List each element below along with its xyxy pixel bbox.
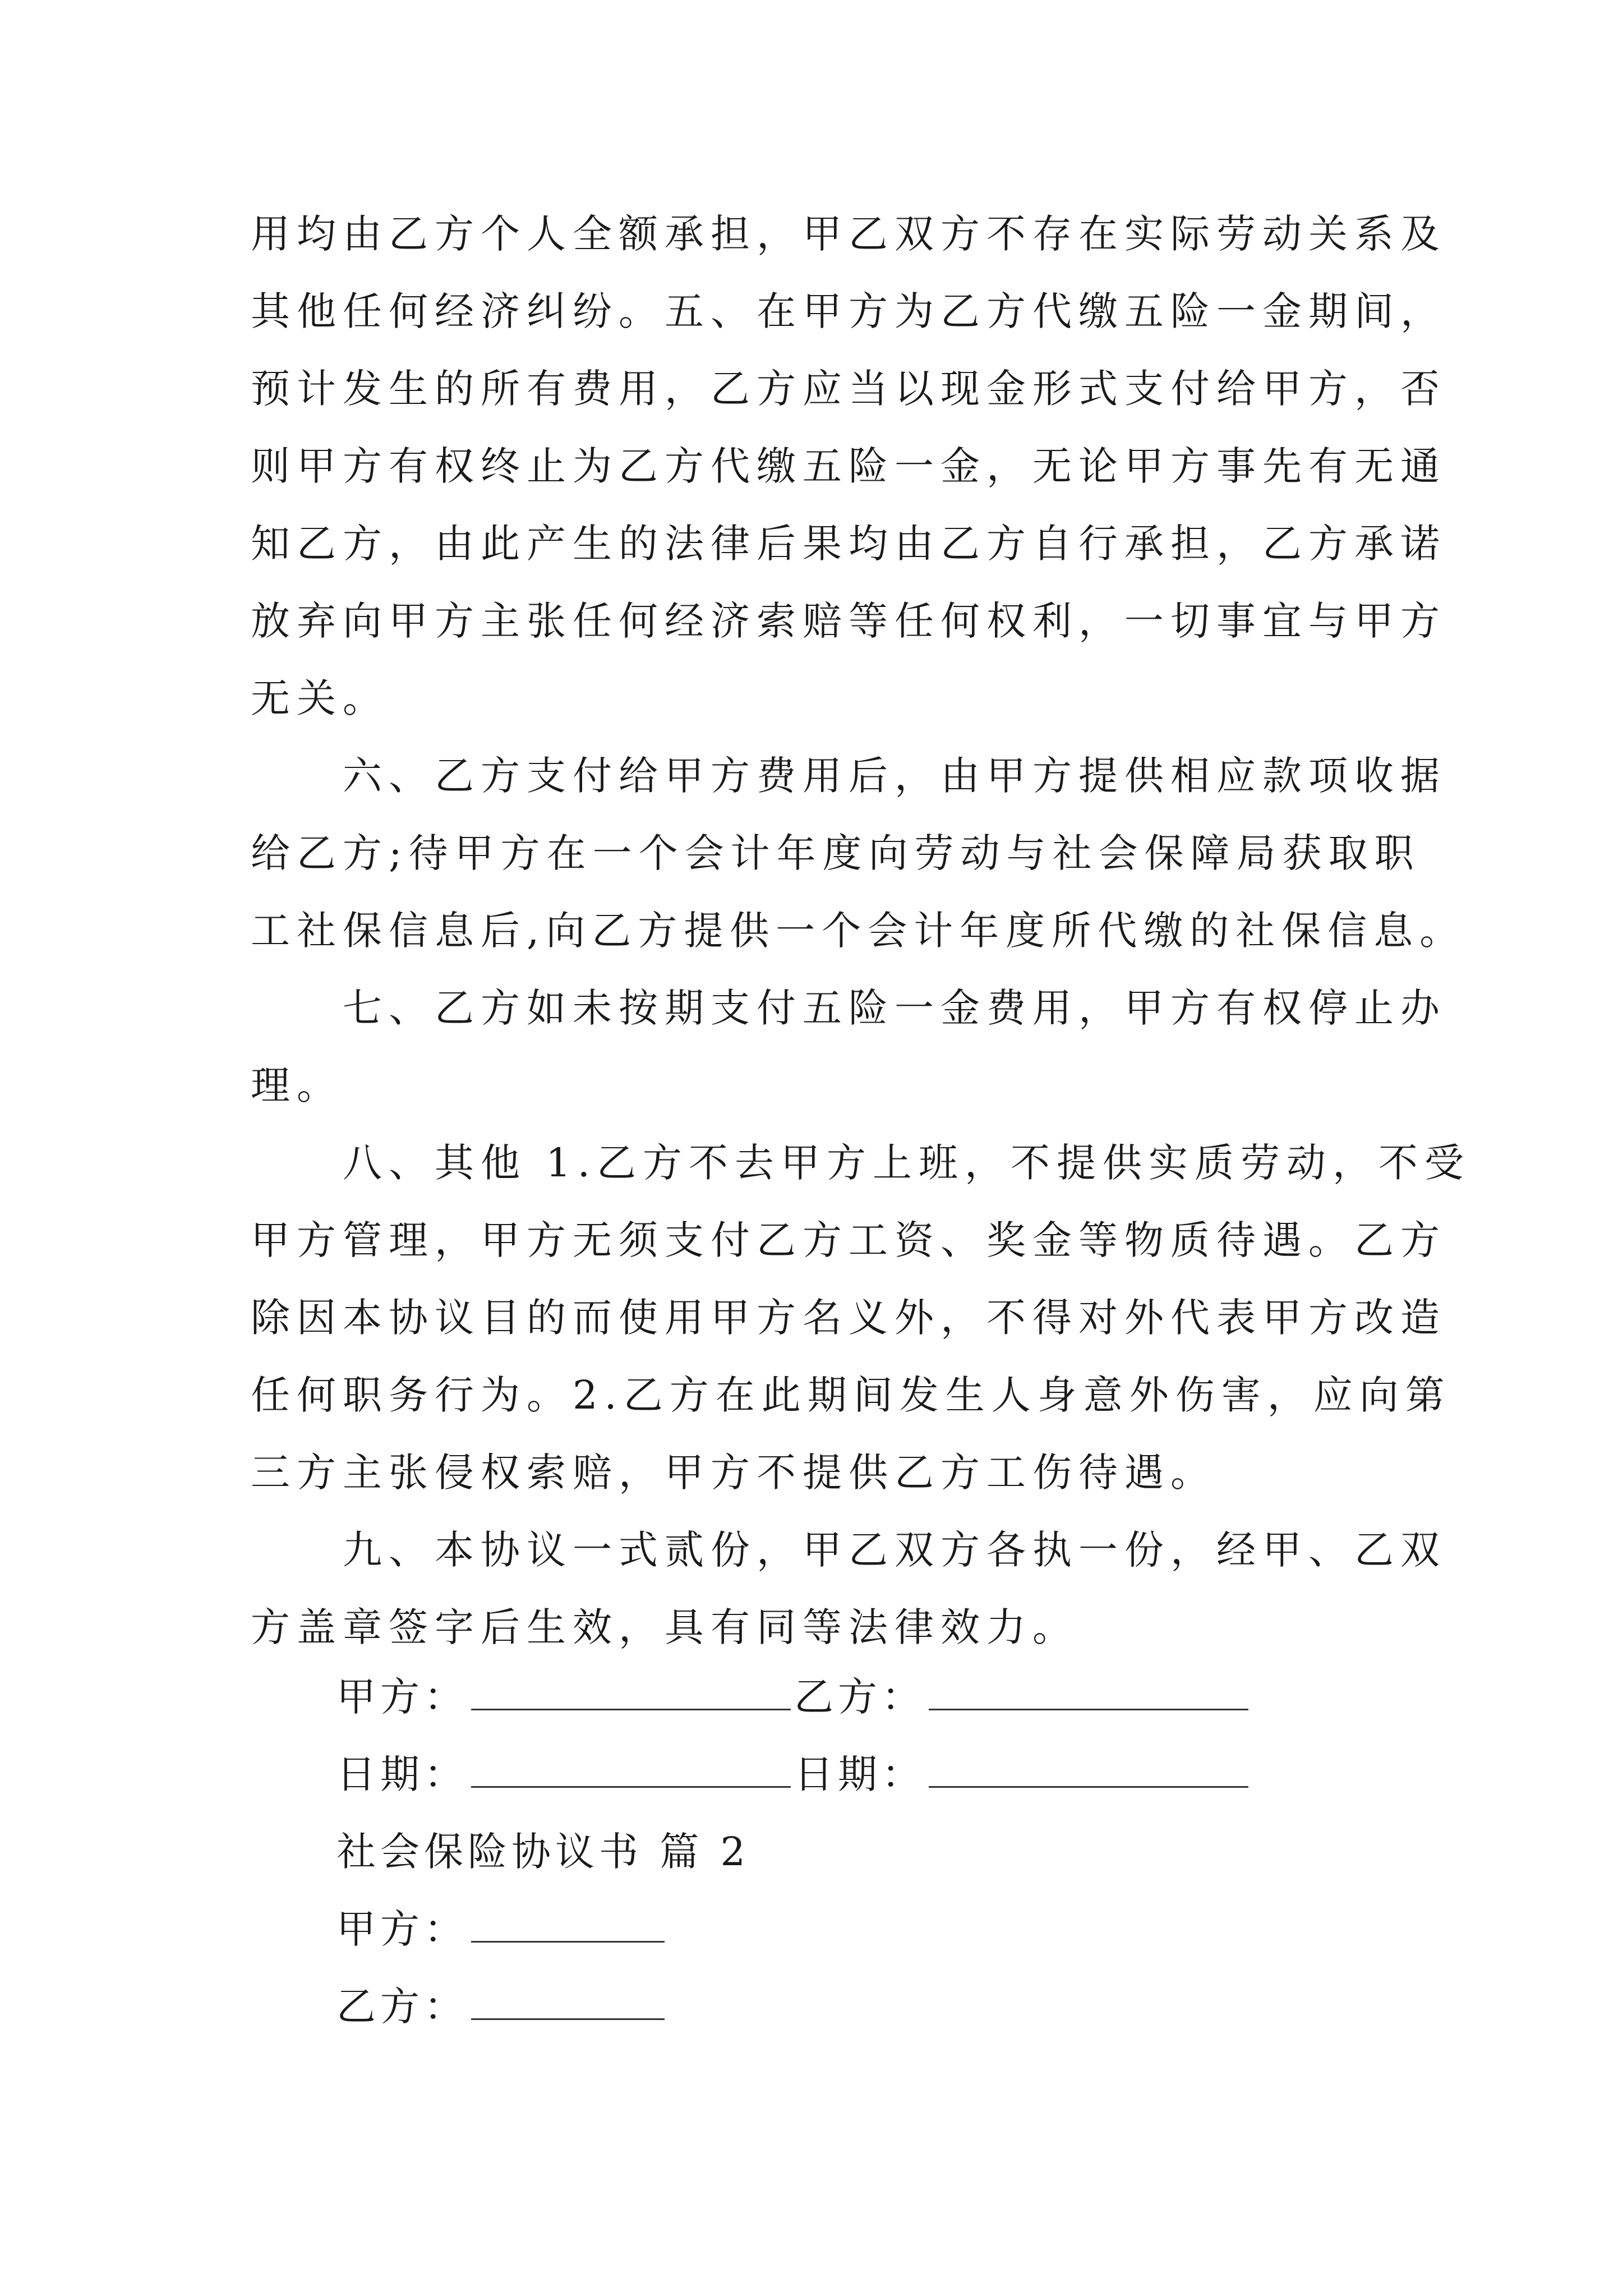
party-a-label: 甲方： bbox=[336, 1674, 468, 1720]
paragraph-line: 无关。 bbox=[251, 675, 389, 721]
section-title: 社会保险协议书 篇 2 bbox=[336, 1829, 750, 1875]
paragraph-line: 其他任何经济纠纷。五、在甲方为乙方代缴五险一金期间， bbox=[251, 288, 1446, 334]
next-party-a-row bbox=[336, 1904, 668, 1954]
signature-dates-row bbox=[336, 1749, 1252, 1800]
paragraph-line: 则甲方有权终止为乙方代缴五险一金，无论甲方事先有无通 bbox=[251, 443, 1446, 489]
clause-six-line: 六、乙方支付给甲方费用后，由甲方提供相应款项收据 bbox=[251, 753, 1446, 799]
clause-seven-line: 七、乙方如未按期支付五险一金费用，甲方有权停止办 bbox=[251, 985, 1446, 1031]
next-party-b-label: 乙方： bbox=[336, 1984, 468, 2030]
clause-eight-line: 三方主张侵权索赔，甲方不提供乙方工伤待遇。 bbox=[251, 1450, 1216, 1496]
clause-eight-line: 任何职务行为。2.乙方在此期间发生人身意外伤害，应向第 bbox=[251, 1372, 1451, 1418]
date-a-line bbox=[471, 1751, 791, 1788]
date-b-label: 日期： bbox=[794, 1751, 925, 1797]
party-b-label: 乙方： bbox=[794, 1674, 925, 1720]
clause-eight-line: 八、其他 1.乙方不去甲方上班，不提供实质劳动，不受 bbox=[251, 1140, 1471, 1186]
next-party-a-label: 甲方： bbox=[336, 1906, 468, 1952]
paragraph-line: 用均由乙方个人全额承担，甲乙双方不存在实际劳动关系及 bbox=[251, 211, 1446, 257]
paragraph-line: 预计发生的所有费用，乙方应当以现金形式支付给甲方，否 bbox=[251, 366, 1446, 412]
party-a-signature-line bbox=[471, 1674, 791, 1710]
clause-eight-line: 甲方管理，甲方无须支付乙方工资、奖金等物质待遇。乙方 bbox=[251, 1217, 1446, 1263]
clause-six-line: 工社保信息后,向乙方提供一个会计年度所代缴的社保信息。 bbox=[251, 908, 1466, 954]
clause-eight-line: 除因本协议目的而使用甲方名义外，不得对外代表甲方改造 bbox=[251, 1295, 1446, 1341]
clause-nine-line: 九、本协议一式贰份，甲乙双方各执一份，经甲、乙双 bbox=[251, 1527, 1446, 1573]
date-a-label: 日期： bbox=[336, 1751, 468, 1797]
clause-six-line: 给乙方;待甲方在一个会计年度向劳动与社会保障局获取职 bbox=[251, 830, 1421, 876]
next-party-b-line bbox=[471, 1984, 665, 2020]
next-party-a-line bbox=[471, 1906, 665, 1943]
paragraph-line: 知乙方，由此产生的法律后果均由乙方自行承担，乙方承诺 bbox=[251, 521, 1446, 567]
clause-nine-line: 方盖章签字后生效，具有同等法律效力。 bbox=[251, 1604, 1078, 1650]
signature-parties-row bbox=[336, 1672, 1252, 1722]
date-b-line bbox=[929, 1751, 1248, 1788]
next-party-b-row bbox=[336, 1981, 668, 2032]
party-b-signature-line bbox=[929, 1674, 1248, 1710]
paragraph-line: 放弃向甲方主张任何经济索赔等任何权利，一切事宜与甲方 bbox=[251, 598, 1446, 644]
clause-seven-line: 理。 bbox=[251, 1062, 343, 1108]
